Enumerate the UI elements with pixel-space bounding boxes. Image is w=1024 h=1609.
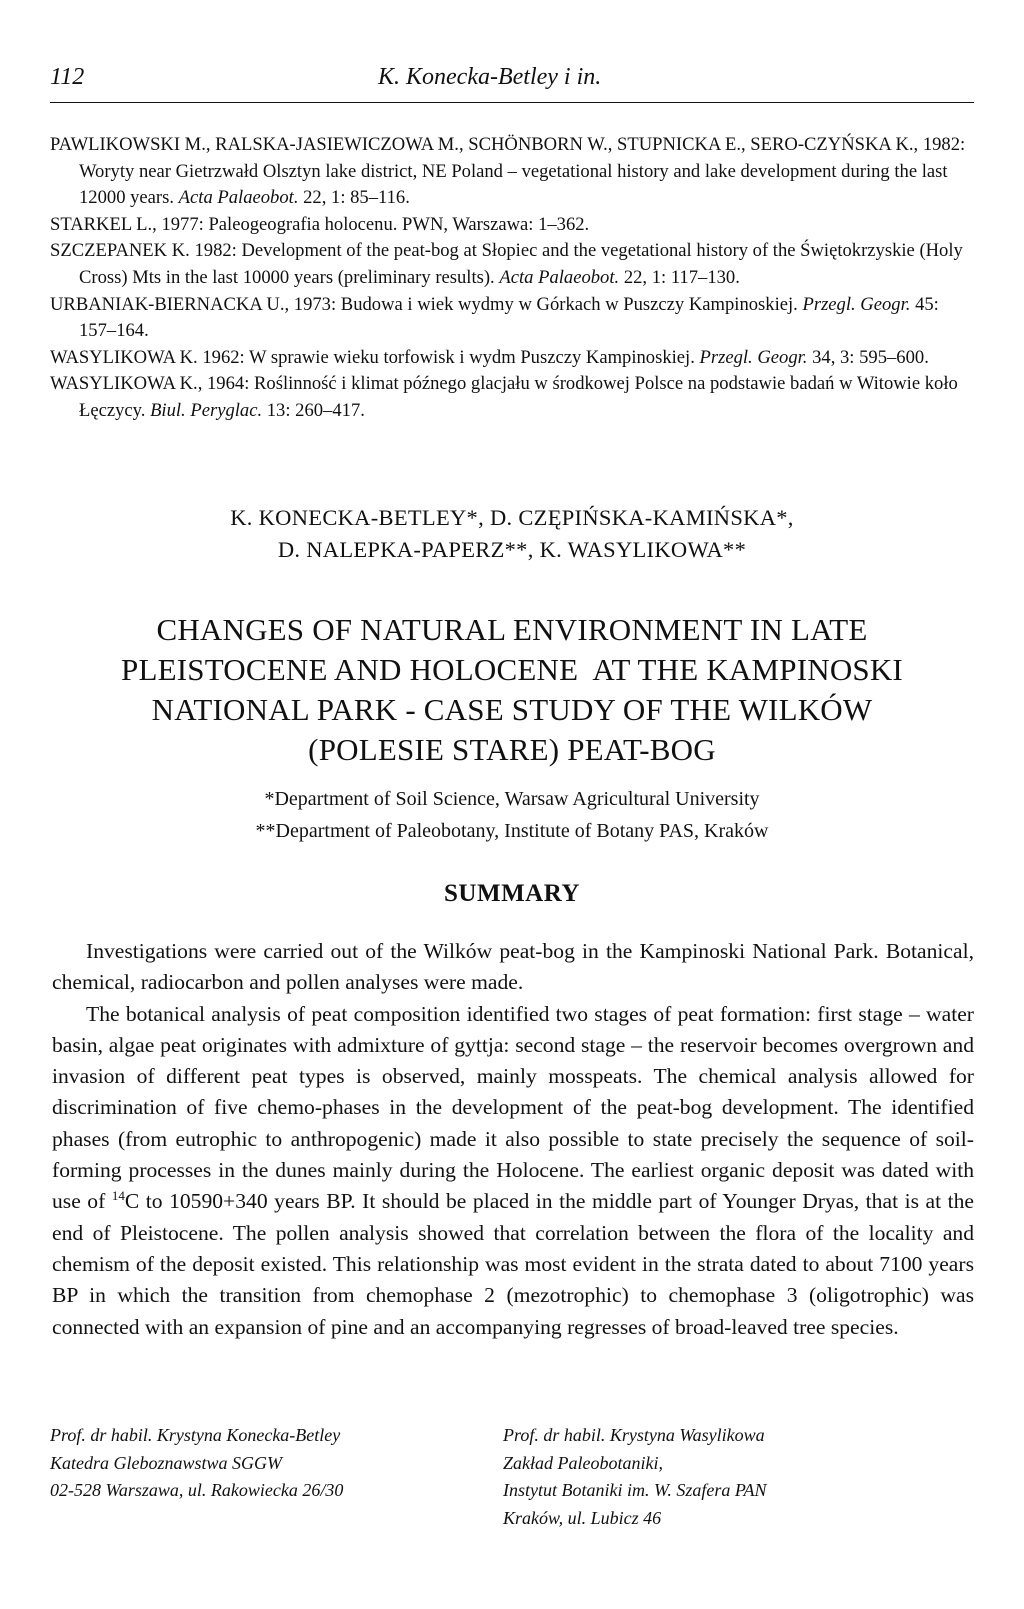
address-line: Zakład Paleobotaniki, (503, 1452, 663, 1473)
article-authors (50, 502, 974, 566)
reference-authors: SZCZEPANEK K. (50, 240, 190, 262)
reference-journal: Biul. Peryglac. (150, 399, 263, 421)
authors-line: D. NALEPKA-PAPERZ**, K. WASYLIKOWA** (277, 537, 747, 562)
reference-text: 1964: Roślinność i klimat późnego glacjału w środkowej Polsce na podstawie badań w Witowie koło Łęczycy. (79, 373, 958, 421)
address-line: Katedra Gleboznawstwa SGGW (50, 1452, 283, 1473)
address-line: Prof. dr habil. Krystyna Wasylikowa (503, 1425, 765, 1445)
title-line: CHANGES OF NATURAL ENVIRONMENT IN LATE (156, 612, 868, 647)
summary-paragraph: Investigations were carried out of the Wilków peat-bog in the Kampinoski National Park. Botanical, chemical, radiocarbon and pollen analyses were made. (52, 939, 974, 995)
reference-tail: 34, 3: 595–600. (807, 346, 929, 368)
reference-text: 1973: Budowa i wiek wydmy w Górkach w Puszczy Kampinoskiej. (289, 293, 803, 315)
reference-text: 1977: Paleogeografia holocenu. PWN, Warszawa: 1–362. (156, 213, 590, 235)
reference-item (50, 132, 980, 212)
reference-journal: Przegl. Geogr. (802, 293, 911, 315)
reference-item (50, 345, 980, 372)
address-line: 02-528 Warszawa, ul. Rakowiecka 26/30 (50, 1480, 344, 1500)
reference-text: 1962: W sprawie wieku torfowisk i wydm Puszczy Kampinoskiej. (197, 346, 700, 368)
reference-item (50, 212, 980, 239)
reference-authors: URBANIAK-BIERNACKA U., (50, 293, 290, 315)
address-line: Instytut Botaniki im. W. Szafera PAN (503, 1480, 767, 1500)
affiliations (50, 783, 974, 847)
summary-paragraph (52, 999, 974, 1343)
article-title (50, 610, 974, 770)
reference-text: 1982: Woryty near Gietrzwałd Olsztyn lake district, NE Poland – vegetational history and lake development during the last 12000 years. (79, 134, 966, 209)
address-line: Kraków, ul. Lubicz 46 (503, 1507, 662, 1528)
reference-tail: 22, 1: 85–116. (298, 187, 410, 209)
reference-item (50, 371, 980, 424)
reference-journal: Przegl. Geogr. (699, 346, 808, 368)
address-left (50, 1422, 470, 1505)
reference-authors: PAWLIKOWSKI M., RALSKA-JASIEWICZOWA M., SCHÖNBORN W., STUPNICKA E., SERO-CZYŃSKA K., (50, 134, 919, 155)
address-line: Prof. dr habil. Krystyna Konecka-Betley (50, 1425, 341, 1445)
reference-tail: 13: 260–417. (262, 399, 365, 421)
reference-authors: STARKEL L., (50, 213, 157, 235)
page-header (50, 64, 974, 103)
address-right (503, 1422, 963, 1532)
title-line: NATIONAL PARK - CASE STUDY OF THE WILKÓW (151, 692, 873, 727)
reference-authors: WASYLIKOWA K., (50, 373, 203, 395)
title-line: (POLESIE STARE) PEAT-BOG (308, 732, 716, 767)
summary-heading: SUMMARY (444, 880, 580, 907)
running-head: K. Konecka-Betley i in. (378, 64, 602, 90)
reference-authors: WASYLIKOWA K. (50, 346, 198, 368)
reference-journal: Acta Palaeobot. (499, 266, 620, 288)
authors-line: K. KONECKA-BETLEY*, D. CZĘPIŃSKA-KAMIŃSKA*, (230, 505, 794, 530)
reference-item (50, 238, 980, 291)
reference-text: 1982: Development of the peat-bog at Słopiec and the vegetational history of the Świętokrzyskie (Holy Cross) Mts in the last 10000 years (preliminary results). (79, 240, 963, 288)
summary-text: The botanical analysis of peat composition identified two stages of peat formation: first stage – water basin, algae peat originates with admixture of gyttja: second stage – the reservoir becomes overgrown and invasion of different peat types is observed, mainly mosspeats. The chemical analysis allowed for discrimination of five chemo-phases in the development of the peat-bog development. The identified phases (from eutrophic to anthropogenic) made it also possible to state precisely the sequence of soil-forming processes in the dunes mainly during the Holocene. The earliest organic deposit was dated with use of (52, 1001, 974, 1214)
reference-journal: Acta Palaeobot. (178, 187, 299, 209)
affiliation: *Department of Soil Science, Warsaw Agricultural University (264, 788, 760, 810)
page-number: 112 (50, 64, 85, 90)
summary-text: C to 10590+340 years BP. It should be placed in the middle part of Younger Dryas, that is at the end of Pleistocene. The pollen analysis showed that correlation between the flora of the locality and chemism of the deposit existed. This relationship was most evident in the strata dated to about 7100 years BP in which the transition from chemophase 2 (mezotrophic) to chemophase 3 (oligotrophic) was connected with an expansion of pine and an accompanying regresses of broad-leaved tree species. (52, 1189, 975, 1339)
affiliation: **Department of Paleobotany, Institute of Botany PAS, Kraków (255, 820, 769, 842)
summary-body (52, 936, 974, 1343)
isotope-superscript: 14 (111, 1188, 125, 1204)
reference-list (50, 132, 980, 425)
title-line: PLEISTOCENE AND HOLOCENE AT THE KAMPINOSKI (121, 652, 903, 687)
reference-item (50, 292, 980, 345)
reference-tail: 45: 157–164. (79, 293, 939, 342)
reference-tail: 22, 1: 117–130. (619, 266, 740, 288)
